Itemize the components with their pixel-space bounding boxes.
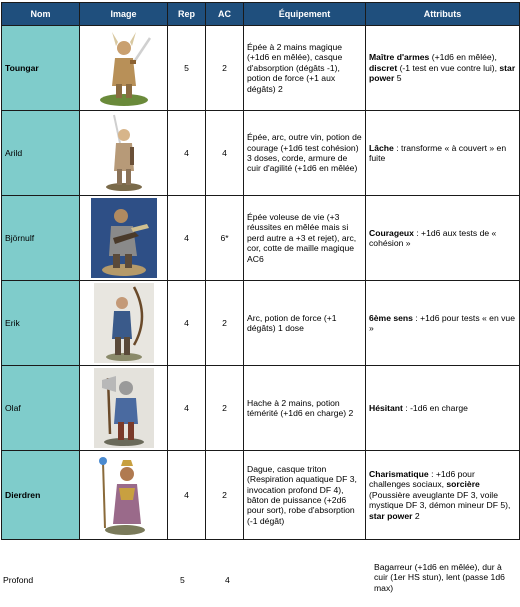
attr-text: : +1d6 aux tests de « cohésion » bbox=[369, 227, 497, 248]
hero-attributes bbox=[366, 281, 520, 366]
hero-ac: 2 bbox=[206, 451, 244, 540]
hero-name: Björnulf bbox=[2, 196, 80, 281]
hero-ac: 2 bbox=[206, 26, 244, 111]
miniature-sorceress-with-staff-image bbox=[95, 454, 153, 536]
header-image: Image bbox=[80, 3, 168, 26]
hero-equipment: Épée à 2 mains magique (+1d6 en mêlée), casque d'absorption (dégâts -1), potion de force (+1 aux dégâts) 2 bbox=[244, 26, 366, 111]
creature-name: Profond bbox=[3, 575, 34, 585]
hero-equipment: Dague, casque triton (Respiration aquatique DF 3, invocation profond DF 4), bâton de puissance (+2d6 pour sort), robe d'absorption (-1 dégât) bbox=[244, 451, 366, 540]
miniature-archer-image bbox=[94, 283, 154, 363]
attr-text: (+1d6 en mêlée), bbox=[429, 52, 497, 63]
header-equipment: Équipement bbox=[244, 3, 366, 26]
attr-text: 2 bbox=[412, 510, 420, 521]
hero-rep: 4 bbox=[168, 451, 206, 540]
table-row-erik bbox=[2, 281, 520, 366]
hero-name: Arild bbox=[2, 111, 80, 196]
hero-ac: 2 bbox=[206, 281, 244, 366]
attr-text: : transforme « à couvert » en fuite bbox=[369, 142, 507, 163]
attr-text: Maître d'armes bbox=[369, 52, 430, 63]
hero-rep: 4 bbox=[168, 196, 206, 281]
attr-text: discret bbox=[369, 62, 398, 73]
table-row-olaf bbox=[2, 366, 520, 451]
attr-text: Hésitant bbox=[369, 402, 403, 413]
table-row-bjornulf bbox=[2, 196, 520, 281]
hero-name: Toungar bbox=[2, 26, 80, 111]
attr-text: Charismatique bbox=[369, 468, 429, 479]
miniature-warrior-with-horn-image bbox=[91, 198, 157, 278]
attr-text: sorcière bbox=[446, 479, 480, 490]
hero-name: Erik bbox=[2, 281, 80, 366]
hero-image-cell bbox=[80, 26, 168, 111]
hero-attributes bbox=[366, 111, 520, 196]
hero-equipment: Hache à 2 mains, potion témérité (+1d6 en charge) 2 bbox=[244, 366, 366, 451]
table-row-toungar bbox=[2, 26, 520, 111]
miniature-sword-raised-image bbox=[100, 113, 148, 193]
attr-text: Lâche bbox=[369, 142, 394, 153]
attr-text: star power bbox=[369, 510, 413, 521]
hero-image-cell bbox=[80, 111, 168, 196]
attr-text: 6ème sens bbox=[369, 312, 413, 323]
creature-ac: 4 bbox=[225, 575, 230, 585]
hero-ac: 2 bbox=[206, 366, 244, 451]
header-row bbox=[2, 3, 520, 26]
table-row-arild bbox=[2, 111, 520, 196]
hero-ac: 6* bbox=[206, 196, 244, 281]
hero-equipment: Arc, potion de force (+1 dégâts) 1 dose bbox=[244, 281, 366, 366]
attr-text: : -1d6 en charge bbox=[402, 402, 468, 413]
hero-image-cell bbox=[80, 451, 168, 540]
creature-attributes: Bagarreur (+1d6 en mêlée), dur à cuir (1er HS stun), lent (passe 1d6 max) bbox=[374, 562, 505, 593]
hero-name: Olaf bbox=[2, 366, 80, 451]
hero-name: Dierdren bbox=[2, 451, 80, 540]
miniature-horned-helmet-swordsman-image bbox=[96, 28, 152, 108]
roster-table bbox=[1, 2, 520, 540]
hero-ac: 4 bbox=[206, 111, 244, 196]
miniature-axeman-image bbox=[94, 368, 154, 448]
hero-rep: 4 bbox=[168, 281, 206, 366]
header-ac: AC bbox=[206, 3, 244, 26]
attr-text: (-1 test en vue contre lui), bbox=[397, 62, 500, 73]
hero-rep: 5 bbox=[168, 26, 206, 111]
attr-text: : +1d6 pour challenges sociaux, bbox=[369, 468, 475, 490]
hero-attributes bbox=[366, 366, 520, 451]
hero-attributes bbox=[366, 196, 520, 281]
hero-attributes bbox=[366, 451, 520, 540]
header-attributes: Attributs bbox=[366, 3, 520, 26]
hero-image-cell bbox=[80, 281, 168, 366]
attr-text: 5 bbox=[394, 73, 402, 84]
attr-text: (Poussière aveuglante DF 3, voile mystique DF 3, démon mineur DF 5), bbox=[369, 489, 511, 511]
extra-creature-row bbox=[0, 551, 520, 607]
hero-image-cell bbox=[80, 196, 168, 281]
attr-text: star power bbox=[369, 62, 516, 84]
creature-rep: 5 bbox=[180, 575, 185, 585]
hero-attributes bbox=[366, 26, 520, 111]
hero-equipment: Épée, arc, outre vin, potion de courage (+1d6 test cohésion) 3 doses, corde, armure de cuir d'agilité (+1d6 en mêlée) bbox=[244, 111, 366, 196]
hero-rep: 4 bbox=[168, 366, 206, 451]
attr-text: : +1d6 pour tests « en vue » bbox=[369, 312, 515, 333]
hero-equipment: Épée voleuse de vie (+3 réussites en mêlée mais si perd autre a +3 et rejet), arc, cor, cotte de maille magique AC6 bbox=[244, 196, 366, 281]
header-rep: Rep bbox=[168, 3, 206, 26]
attr-text: Courageux bbox=[369, 227, 414, 238]
table-row-dierdren bbox=[2, 451, 520, 540]
hero-image-cell bbox=[80, 366, 168, 451]
header-name: Nom bbox=[2, 3, 80, 26]
hero-rep: 4 bbox=[168, 111, 206, 196]
